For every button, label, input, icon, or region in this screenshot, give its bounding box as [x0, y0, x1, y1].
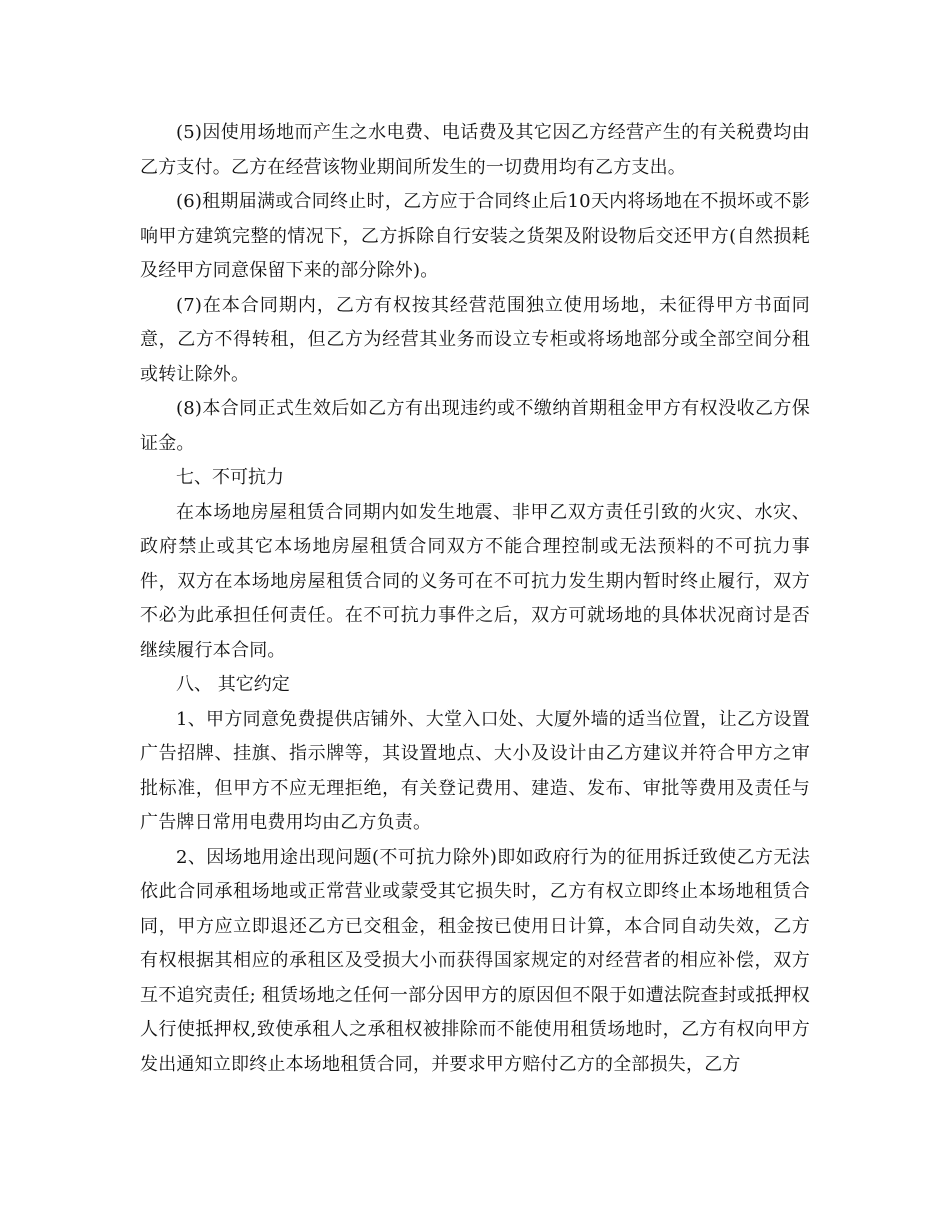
section-8-heading: 八、 其它约定: [176, 674, 290, 695]
force-majeure-paragraph: 在本场地房屋租赁合同期内如发生地震、非甲乙双方责任引致的火灾、水灾、政府禁止或其它本场地房屋租赁合同双方不能合理控制或无法预料的不可抗力事件，双方在本场地房屋租赁合同的义务可在不可抗力发生期内暂时终止履行，双方不必为此承担任何责任。在不可抗力事件之后，双方可就场地的具体状况商讨是否继续履行本合同。: [140, 501, 810, 661]
other-agreement-1-paragraph: 1、甲方同意免费提供店铺外、大堂入口处、大厦外墙的适当位置，让乙方设置广告招牌、挂旗、指示牌等，其设置地点、大小及设计由乙方建议并符合甲方之审批标准，但甲方不应无理拒绝，有关登记费用、建造、发布、审批等费用及责任与广告牌日常用电费用均由乙方负责。: [140, 708, 810, 833]
section-7-heading: 七、不可抗力: [176, 467, 284, 488]
clause-8-paragraph: (8)本合同正式生效后如乙方有出现违约或不缴纳首期租金甲方有权没收乙方保证金。: [140, 398, 810, 454]
clause-6-paragraph: (6)租期届满或合同终止时，乙方应于合同终止后10天内将场地在不损坏或不影响甲方建筑完整的情况下，乙方拆除自行安装之货架及附设物后交还甲方(自然损耗及经甲方同意保留下来的部分除外)。: [140, 191, 810, 281]
clause-7-paragraph: (7)在本合同期内，乙方有权按其经营范围独立使用场地，未征得甲方书面同意，乙方不得转租，但乙方为经营其业务而设立专柜或将场地部分或全部空间分租或转让除外。: [140, 294, 810, 385]
other-agreement-2-paragraph: 2、因场地用途出现问题(不可抗力除外)即如政府行为的征用拆迁致使乙方无法依此合同承租场地或正常营业或蒙受其它损失时，乙方有权立即终止本场地租赁合同，甲方应立即退还乙方已交租金，租金按已使用日计算，本合同自动失效，乙方有权根据其相应的承租区及受损大小而获得国家规定的对经营者的相应补偿，双方互不追究责任; 租赁场地之任何一部分因甲方的原因但不限于如遭法院查封或抵押权人行使抵押权,致使承租人之承租权被排除而不能使用租赁场地时，乙方有权向甲方发出通知立即终止本场地租赁合同，并要求甲方赔付乙方的全部损失，乙方: [140, 846, 810, 1075]
document-body: [140, 116, 810, 1082]
clause-5-paragraph: (5)因使用场地而产生之水电费、电话费及其它因乙方经营产生的有关税费均由乙方支付。乙方在经营该物业期间所发生的一切费用均有乙方支出。: [140, 122, 810, 178]
